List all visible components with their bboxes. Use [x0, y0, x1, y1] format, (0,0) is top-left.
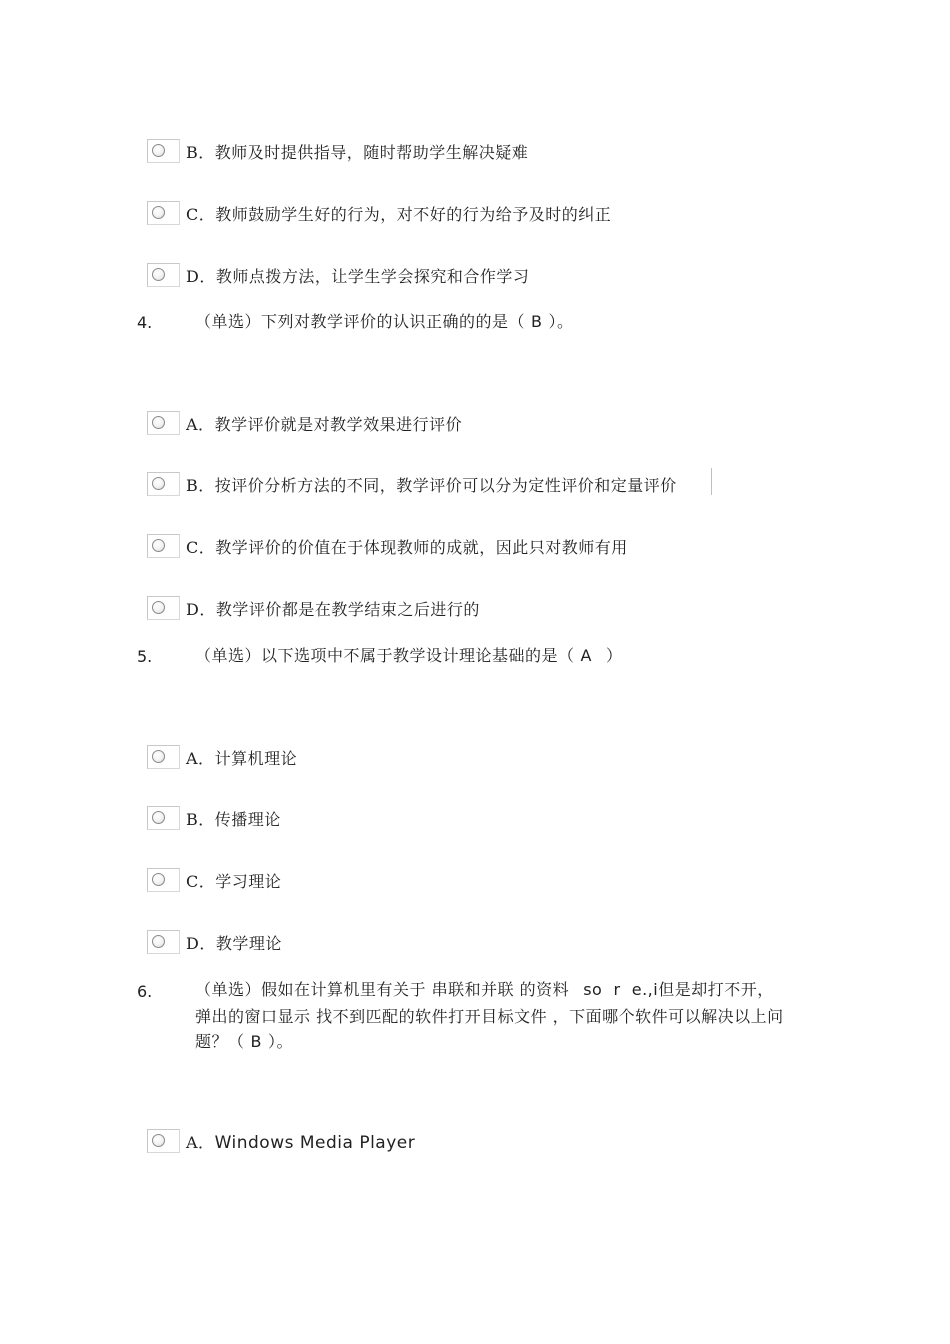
radio-circle-icon: [152, 873, 165, 886]
option-text: 学习理论: [215, 871, 282, 891]
radio-button[interactable]: [147, 534, 180, 558]
q4-stem-text: （单选）下列对教学评价的认识正确的的是（: [195, 312, 526, 331]
option-letter: D．: [186, 599, 216, 619]
option-text: 按评价分析方法的不同，教学评价可以分为定性评价和定量评价: [214, 475, 677, 495]
radio-button[interactable]: [147, 868, 180, 892]
q6-stem-line3: [195, 1029, 293, 1055]
radio-circle-icon: [152, 539, 165, 552]
option-text: 教学评价的价值在于体现教师的成就，因此只对教师有用: [215, 537, 628, 557]
q6-stem-text-end: 但是却打不开，: [658, 980, 774, 999]
radio-circle-icon: [152, 1134, 165, 1147]
radio-circle-icon: [152, 268, 165, 281]
option-text: 传播理论: [214, 809, 281, 829]
option-letter: A．: [186, 414, 215, 434]
option-letter: C．: [186, 204, 216, 224]
q3-option-d[interactable]: [147, 262, 529, 288]
q6-stem-text: 题？（: [195, 1032, 245, 1051]
q4-option-a[interactable]: [147, 410, 462, 436]
q4-answer: B: [531, 312, 543, 331]
option-text: 教学评价都是在教学结束之后进行的: [215, 599, 480, 619]
option-text: 教师点拨方法，让学生学会探究和合作学习: [215, 266, 530, 286]
q5-stem-text: （单选）以下选项中不属于教学设计理论基础的是（: [195, 646, 575, 665]
option-text: 教师鼓励学生好的行为，对不好的行为给予及时的纠正: [215, 204, 612, 224]
radio-circle-icon: [152, 601, 165, 614]
option-letter: A．: [186, 748, 215, 768]
q5-stem: [195, 643, 622, 669]
option-text: 教学理论: [215, 933, 282, 953]
radio-button[interactable]: [147, 472, 180, 496]
option-letter: B．: [186, 475, 215, 495]
q4-option-d[interactable]: [147, 595, 480, 621]
q4-stem-suffix: ）。: [548, 312, 574, 331]
q5-number: 5.: [137, 647, 153, 666]
q6-stem-text: （单选）假如在计算机里有关于 串联和并联 的资料: [195, 980, 570, 999]
option-text: 教学评价就是对教学效果进行评价: [214, 414, 463, 434]
radio-button[interactable]: [147, 1129, 180, 1153]
q6-option-a[interactable]: [147, 1128, 415, 1154]
option-letter: D．: [186, 933, 216, 953]
radio-button[interactable]: [147, 411, 180, 435]
option-text: 教师及时提供指导，随时帮助学生解决疑难: [214, 142, 529, 162]
radio-button[interactable]: [147, 263, 180, 287]
q3-option-c[interactable]: [147, 200, 611, 226]
radio-circle-icon: [152, 477, 165, 490]
radio-button[interactable]: [147, 930, 180, 954]
q6-stem-suffix: ）。: [268, 1032, 294, 1051]
q3-option-b[interactable]: [147, 138, 528, 164]
q4-number: 4.: [137, 313, 153, 332]
option-letter: B．: [186, 809, 215, 829]
option-letter: C．: [186, 871, 216, 891]
q5-option-b[interactable]: [147, 805, 281, 831]
q6-number: 6.: [137, 982, 153, 1001]
text-cursor: [711, 468, 712, 495]
q6-stem-line1: [195, 977, 774, 1003]
radio-button[interactable]: [147, 806, 180, 830]
option-text: Windows Media Player: [214, 1132, 416, 1153]
radio-button[interactable]: [147, 745, 180, 769]
option-text: 计算机理论: [214, 748, 298, 768]
q5-option-c[interactable]: [147, 867, 281, 893]
q5-answer: A: [580, 646, 592, 665]
option-letter: C．: [186, 537, 216, 557]
q4-stem: [195, 309, 574, 335]
q5-option-d[interactable]: [147, 929, 282, 955]
option-letter: B．: [186, 142, 215, 162]
q5-stem-suffix: ）: [605, 646, 623, 665]
radio-circle-icon: [152, 811, 165, 824]
q6-stem-line2: 弹出的窗口显示 找不到匹配的软件打开目标文件 ，下面哪个软件可以解决以上问: [195, 1007, 784, 1026]
radio-circle-icon: [152, 144, 165, 157]
radio-circle-icon: [152, 416, 165, 429]
radio-button[interactable]: [147, 139, 180, 163]
q4-option-c[interactable]: [147, 533, 628, 559]
radio-circle-icon: [152, 935, 165, 948]
radio-button[interactable]: [147, 596, 180, 620]
option-letter: A．: [186, 1132, 215, 1152]
q5-option-a[interactable]: [147, 744, 297, 770]
q6-answer: B: [250, 1032, 262, 1051]
q4-option-b[interactable]: [147, 471, 677, 497]
radio-button[interactable]: [147, 201, 180, 225]
q6-stem-latin: so r e.,i: [583, 980, 659, 999]
radio-circle-icon: [152, 206, 165, 219]
radio-circle-icon: [152, 750, 165, 763]
option-letter: D．: [186, 266, 216, 286]
